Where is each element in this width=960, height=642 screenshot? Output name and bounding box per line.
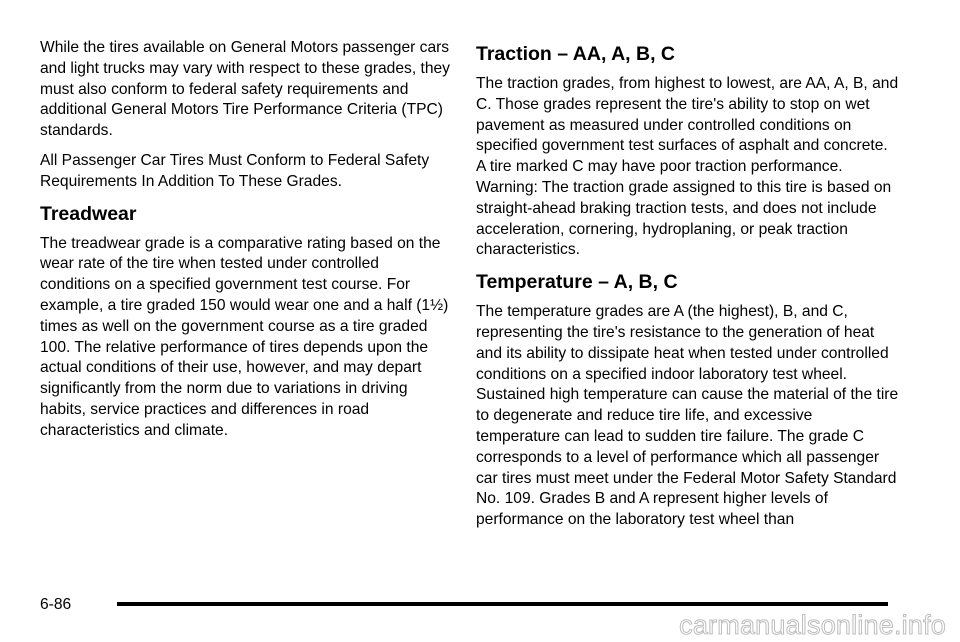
right-column: [476, 42, 900, 540]
watermark-text: carmanualsonline.info: [679, 610, 946, 640]
temperature-paragraph: The temperature grades are A (the highest), B, and C, representing the tire's resistance to the generation of heat and its ability to dissipate heat when tested under controlled conditions on a specified indoor laboratory test wheel. Sustained high temperature can cause the material of the tire to degenerate and reduce tire life, and excessive temperature can lead to sudden tire failure. The grade C corresponds to a level of performance which all passenger car tires must meet under the Federal Motor Safety Standard No. 109. Grades B and A represent higher levels of performance on the laboratory test wheel than: [476, 303, 899, 529]
temperature-heading: Temperature – A, B, C: [476, 271, 678, 294]
traction-paragraph: The traction grades, from highest to lowest, are AA, A, B, and C. Those grades represent the tire's ability to stop on wet pavement as measured under controlled conditions on specified government test surfaces of asphalt and concrete. A tire marked C may have poor traction performance. Warning: The traction grade assigned to this tire is based on straight-ahead braking traction tests, and does not include acceleration, cornering, hydroplaning, or peak traction characteristics.: [476, 75, 899, 259]
footer-rule: [117, 602, 888, 606]
conform-paragraph: All Passenger Car Tires Must Conform to Federal Safety Requirements In Addition To These Grades.: [40, 151, 430, 190]
treadwear-paragraph: The treadwear grade is a comparative rating based on the wear rate of the tire when tested under controlled conditions on a specified government test course. For example, a tire graded 150 would wear one and a half (1½) times as well on the government course as a tire graded 100. The relative performance of tires depends upon the actual conditions of their use, however, and may depart significantly from the norm due to variations in driving habits, service practices and differences in road characteristics and climate.: [40, 234, 449, 439]
page-number: 6-86: [40, 596, 72, 613]
treadwear-heading: Treadwear: [40, 202, 137, 225]
traction-heading: Traction – AA, A, B, C: [476, 43, 675, 65]
left-column: [40, 38, 452, 451]
intro-paragraph: While the tires available on General Motors passenger cars and light trucks may vary with respect to these grades, they must also conform to federal safety requirements and additional General Motors Tire Performance Criteria (TPC) standards.: [40, 39, 450, 140]
